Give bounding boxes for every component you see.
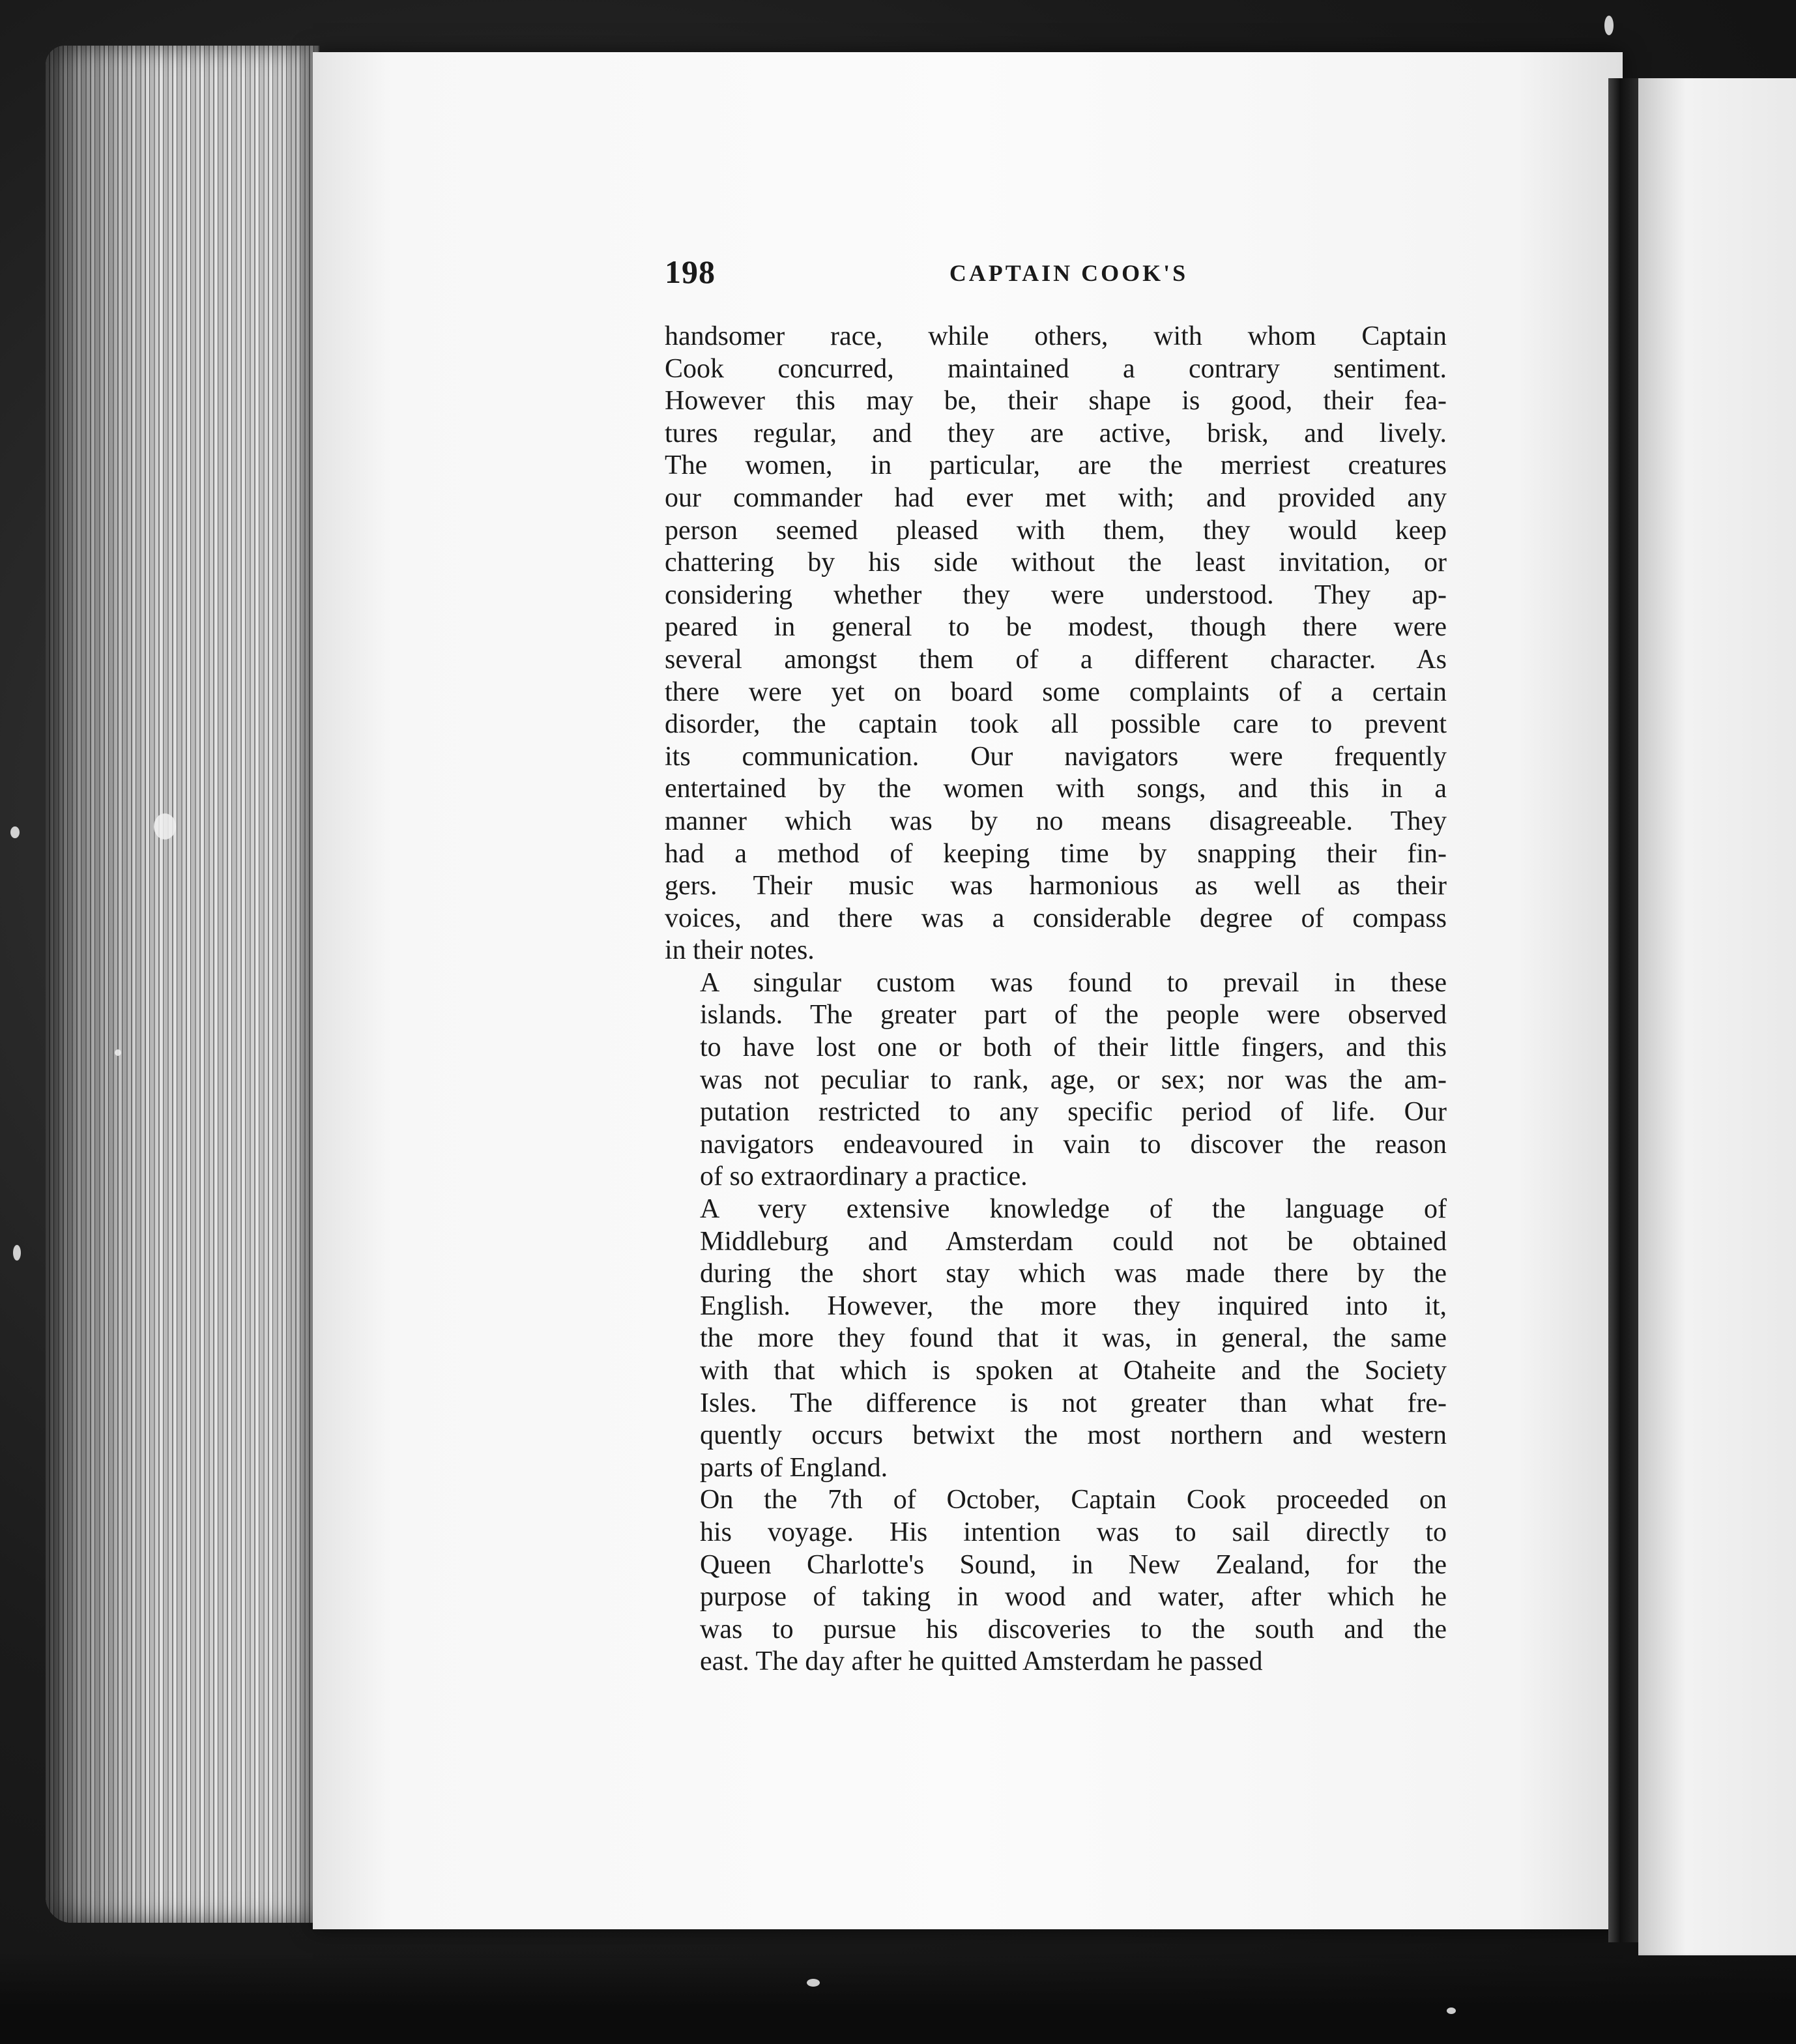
text-line: However this may be, their shape is good, their fea-	[665, 386, 1447, 416]
dust-speck	[1447, 2008, 1456, 2014]
paragraph	[665, 1484, 1447, 1678]
text-line: putation restricted to any specific period of life. Our	[700, 1097, 1447, 1128]
text-line: Isles. The difference is not greater than what fre-	[700, 1388, 1447, 1418]
text-line: person seemed pleased with them, they would keep	[665, 515, 1447, 546]
text-line: east. The day after he quitted Amsterdam he passed	[700, 1646, 1263, 1677]
body-text	[665, 321, 1447, 1678]
text-line: manner which was by no means disagreeable. They	[665, 806, 1447, 836]
text-line: to have lost one or both of their little fingers, and this	[700, 1032, 1447, 1063]
text-line: purpose of taking in wood and water, after which he	[700, 1582, 1447, 1613]
adjacent-page	[1638, 78, 1796, 1955]
text-line: several amongst them of a different character. As	[665, 644, 1447, 675]
text-line: islands. The greater part of the people were observed	[700, 1000, 1447, 1030]
dust-speck	[115, 1049, 121, 1056]
bottom-shadow	[0, 1953, 1796, 2044]
page-number: 198	[665, 254, 716, 290]
text-line: voices, and there was a considerable degree of compass	[665, 903, 1447, 933]
paragraph	[665, 967, 1447, 1193]
text-line: our commander had ever met with; and provided any	[665, 482, 1447, 513]
text-line: his voyage. His intention was to sail directly to	[700, 1517, 1447, 1547]
paragraph	[665, 321, 1447, 967]
dust-speck	[807, 1979, 820, 1987]
text-line: On the 7th of October, Captain Cook proceeded on	[700, 1485, 1447, 1515]
dust-speck	[1604, 16, 1614, 35]
text-line: peared in general to be modest, though there were	[665, 612, 1447, 643]
dust-speck	[13, 1245, 21, 1261]
dust-speck	[10, 826, 20, 838]
paragraph	[665, 1193, 1447, 1484]
text-line: handsomer race, while others, with whom Captain	[665, 321, 1447, 351]
page-edges	[46, 46, 319, 1923]
text-line: The women, in particular, are the merriest creatures	[665, 450, 1447, 481]
book-binding	[1608, 78, 1638, 1942]
page-header-title: CAPTAIN COOK'S	[949, 260, 1189, 286]
text-line: the more they found that it was, in general, the same	[700, 1323, 1447, 1354]
text-line: in their notes.	[665, 935, 815, 966]
text-line: Queen Charlotte's Sound, in New Zealand, for the	[700, 1549, 1447, 1580]
text-line: chattering by his side without the least invitation, or	[665, 548, 1447, 578]
text-line: considering whether they were understood. They ap-	[665, 579, 1447, 610]
text-line: had a method of keeping time by snapping their fin-	[665, 838, 1447, 869]
text-line: gers. Their music was harmonious as well as their	[665, 871, 1447, 901]
text-line: tures regular, and they are active, brisk, and lively.	[665, 418, 1447, 448]
text-line: entertained by the women with songs, and this in a	[665, 774, 1447, 804]
text-line: navigators endeavoured in vain to discover the reason	[700, 1129, 1447, 1160]
text-line: was not peculiar to rank, age, or sex; nor was the am-	[700, 1064, 1447, 1095]
text-line: quently occurs betwixt the most northern and western	[700, 1420, 1447, 1451]
text-block	[665, 248, 1447, 1678]
text-line: with that which is spoken at Otaheite and the Society	[700, 1356, 1447, 1386]
running-head	[665, 248, 1447, 293]
text-line: English. However, the more they inquired into it,	[700, 1291, 1447, 1321]
text-line: parts of England.	[700, 1452, 888, 1483]
text-line: Middleburg and Amsterdam could not be obtained	[700, 1226, 1447, 1257]
text-line: of so extraordinary a practice.	[700, 1161, 1028, 1192]
dust-speck	[154, 813, 176, 840]
text-line: there were yet on board some complaints of a certain	[665, 677, 1447, 707]
text-line: during the short stay which was made there by the	[700, 1259, 1447, 1289]
text-line: A very extensive knowledge of the language of	[700, 1194, 1447, 1225]
text-line: was to pursue his discoveries to the south and the	[700, 1614, 1447, 1644]
text-line: A singular custom was found to prevail in these	[700, 967, 1447, 998]
text-line: its communication. Our navigators were frequently	[665, 741, 1447, 772]
text-line: disorder, the captain took all possible care to prevent	[665, 709, 1447, 740]
text-line: Cook concurred, maintained a contrary sentiment.	[665, 353, 1447, 384]
